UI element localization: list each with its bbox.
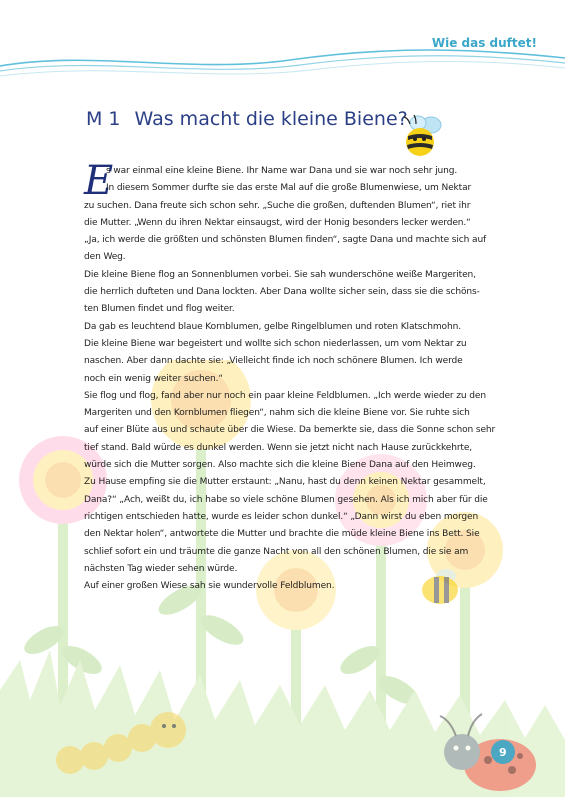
story-line: s war einmal eine kleine Biene. Ihr Name war Dana und sie war noch sehr jung. <box>106 166 458 176</box>
story-line: nächsten Tag wieder sehen würde. <box>84 563 238 574</box>
header-title: Wie das duftet! <box>431 36 537 50</box>
drop-cap: E <box>84 158 114 204</box>
story-line: „Ja, ich werde die größten und schönsten Blumen finden“, sagte Dana und machte sich auf <box>84 235 487 246</box>
story-line: zu suchen. Dana freute sich schon sehr. „Suche die großen, duftenden Blumen“, riet ihr <box>84 200 471 211</box>
story-line: den Nektar holen“, antwortete die Mutter und brachte die müde kleine Biene ins Bett. Sie <box>84 529 480 540</box>
story-line: Sie flog und flog, fand aber nur noch ein paar kleine Feldblumen. „Ich werde wieder zu den <box>84 390 486 401</box>
story-line: auf einer Blüte aus und schaute über die Wiese. Da bemerkte sie, dass die Sonne schon sehr <box>84 425 496 436</box>
page-heading <box>86 108 408 130</box>
story-line: würde sich die Mutter sorgen. Also machte sich die kleine Biene Dana auf den Heimweg. <box>84 460 476 471</box>
story-line: die herrlich dufteten und Dana lockten. Aber Dana wollte sicher sein, dass sie die schöns- <box>84 287 480 298</box>
bee-icon <box>398 114 450 160</box>
story-line: Margeriten und den Kornblumen fliegen“, nahm sich die kleine Biene vor. Sie ruhte sich <box>84 408 470 419</box>
story-line: Auf einer großen Wiese sah sie wundervolle Feldblumen. <box>84 581 335 592</box>
story-line: Dana?“ „Ach, weißt du, ich habe so viele schöne Blumen gesehen. Als ich mich aber für die <box>84 494 488 505</box>
story-line: den Weg. <box>84 252 126 263</box>
story-line: Die kleine Biene flog an Sonnenblumen vorbei. Sie sah wunderschöne weiße Margeriten, <box>84 269 476 280</box>
heading-title: Was macht die kleine Biene? <box>134 108 408 130</box>
story-line: ten Blumen findet und flog weiter. <box>84 304 235 315</box>
story-line: Da gab es leuchtend blaue Kornblumen, gelbe Ringelblumen und roten Klatschmohn. <box>84 321 461 332</box>
page-number: 9 <box>499 746 507 759</box>
story-line: naschen. Aber dann dachte sie: „Vielleicht finde ich noch schönere Blumen. Ich werde <box>84 356 463 367</box>
story-line: Die kleine Biene war begeistert und wollte sich schon niederlassen, um vom Nektar zu <box>84 338 467 349</box>
story-line: Zu Hause empfing sie die Mutter erstaunt: „Nanu, hast du denn keinen Nektar gesammelt, <box>84 477 486 488</box>
wave-decoration <box>0 44 565 84</box>
story-line: die Mutter. „Wenn du ihren Nektar einsaugst, wird der Honig besonders lecker werden.“ <box>84 217 471 228</box>
story-line: richtigen entschieden hatte, wurde es leider schon dunkel.“ „Dann wirst du eben morgen <box>84 511 479 522</box>
story-line: noch ein wenig weiter suchen.“ <box>84 373 223 384</box>
heading-number: M 1 <box>86 108 121 130</box>
story-line: In diesem Sommer durfte sie das erste Mal auf die große Blumenwiese, um Nektar <box>106 183 472 194</box>
story-text <box>84 158 508 595</box>
story-line: schlief sofort ein und träumte die ganze Nacht von all den schönen Blumen, die sie am <box>84 546 469 557</box>
story-line: tief stand. Bald würde es dunkel werden. Wenn sie jetzt nicht nach Hause zurückkehrte, <box>84 442 473 453</box>
